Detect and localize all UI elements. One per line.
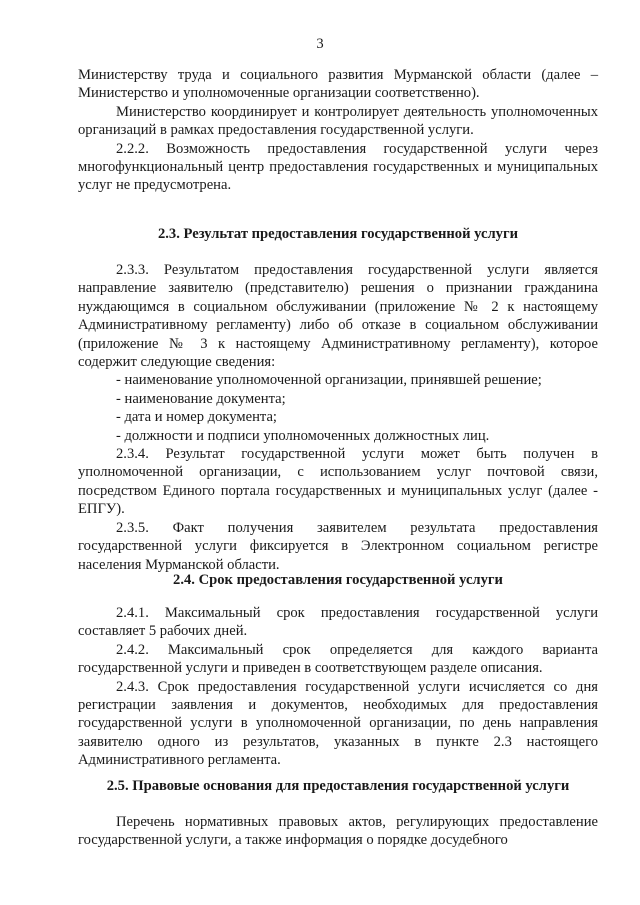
paragraph-2-3-5: 2.3.5. Факт получения заявителем результата предоставления государственной услуги фиксируется в Электронном социальном регистре населения Мурманской области.	[78, 519, 598, 573]
paragraph-2-4-1: 2.4.1. Максимальный срок предоставления государственной услуги составляет 5 рабочих дней.	[78, 605, 598, 640]
paragraph-2-2-2: 2.2.2. Возможность предоставления государственной услуги через многофункциональный центр предоставления государственных и муниципальных услуг не предусмотрена.	[78, 140, 598, 194]
heading-2-4: 2.4. Срок предоставления государственной услуги	[173, 572, 503, 588]
page-number: 3	[316, 36, 324, 52]
paragraph-2-3-3: 2.3.3. Результатом предоставления государственной услуги является направление заявителю (представителю) решения о признании гражданина нуждающимся в социальном обслуживании (приложение № 2 к настоящему Административному регламенту) либо об отказе в социальном обслуживании (приложение № 3 к настоящему Административному регламенту), которое содержит следующие сведения:	[78, 262, 598, 371]
paragraph-2-3-4: 2.3.4. Результат государственной услуги может быть получен в уполномоченной организации, с использованием услуг почтовой связи, посредством Единого портала государственных и муниципальных услуг (далее - ЕПГУ).	[78, 446, 598, 518]
paragraph-2-4-3: 2.4.3. Срок предоставления государственной услуги исчисляется со дня регистрации заявления и документов, необходимых для предоставления государственной услуги в уполномоченной организации, по день направления заявителю одного из результатов, указанных в пункте 2.3 настоящего Административного регламента.	[78, 678, 598, 769]
block-intro	[78, 66, 598, 195]
heading-2-3: 2.3. Результат предоставления государственной услуги	[157, 226, 519, 242]
heading-2-5: 2.5. Правовые основания для предоставления государственной услуги	[106, 778, 570, 794]
paragraph-2-5: Перечень нормативных правовых актов, регулирующих предоставление государственной услуги, а также информация о порядке досудебного	[78, 814, 598, 849]
list-item: - наименование документа;	[116, 390, 286, 407]
list-item: - наименование уполномоченной организации, принявшей решение;	[116, 372, 542, 389]
list-item: - должности и подписи уполномоченных должностных лиц.	[116, 427, 490, 444]
paragraph-coordination: Министерство координирует и контролирует деятельность уполномоченных организаций в рамках предоставления государственной услуги.	[78, 103, 598, 139]
section-2-5	[78, 777, 598, 795]
block-2-4	[78, 604, 598, 770]
block-2-5	[78, 813, 598, 850]
paragraph-2-4-2: 2.4.2. Максимальный срок определяется для каждого варианта государственной услуги и приведен в соответствующем разделе описания.	[78, 641, 598, 677]
section-2-3	[78, 225, 598, 243]
block-2-3	[78, 261, 598, 574]
list-item: - дата и номер документа;	[116, 409, 277, 426]
paragraph-intro: Министерству труда и социального развития Мурманской области (далее – Министерство и уполномоченные организации соответственно).	[78, 67, 598, 102]
section-2-4	[78, 571, 598, 589]
